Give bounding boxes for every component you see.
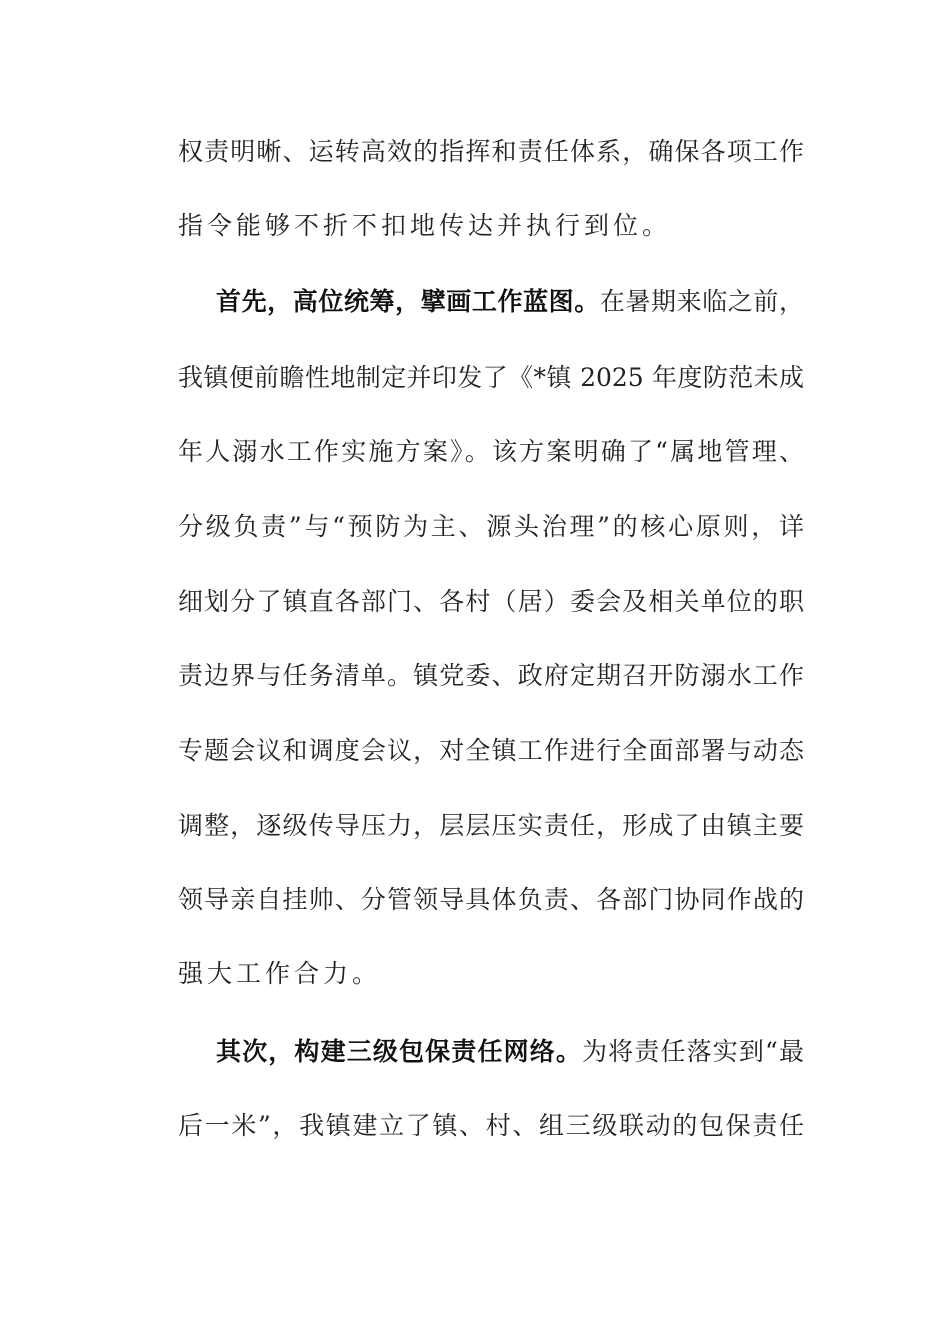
paragraph-3-line-1 bbox=[216, 1032, 804, 1072]
paragraph-3-line-2: 后一米”，我镇建立了镇、村、组三级联动的包保责任 bbox=[178, 1111, 804, 1140]
paragraph-2-line-8: 调整，逐级传导压力，层层压实责任，形成了由镇主要 bbox=[178, 811, 804, 840]
paragraph-2-line-4: 分级负责”与“预防为主、源头治理”的核心原则，详 bbox=[178, 512, 804, 541]
paragraph-2-line-7: 专题会议和调度会议，对全镇工作进行全面部署与动态 bbox=[178, 736, 804, 765]
paragraph-3-line-1-rest: 为将责任落实到“最 bbox=[582, 1037, 804, 1066]
paragraph-2-line-3: 年人溺水工作实施方案》。该方案明确了“属地管理、 bbox=[178, 437, 804, 466]
paragraph-2-line-2: 我镇便前瞻性地制定并印发了《*镇 2025 年度防范未成 bbox=[178, 363, 804, 392]
paragraph-2-line-1-rest: 在暑期来临之前， bbox=[599, 287, 804, 316]
paragraph-2-line-6: 责边界与任务清单。镇党委、政府定期召开防溺水工作 bbox=[178, 661, 804, 690]
paragraph-2-line-1 bbox=[216, 282, 804, 322]
paragraph-2-heading: 首先，高位统筹，擘画工作蓝图。 bbox=[216, 287, 600, 316]
paragraph-2-line-5: 细划分了镇直各部门、各村（居）委会及相关单位的职 bbox=[178, 587, 804, 616]
paragraph-1-line-2: 指令能够不折不扣地传达并执行到位。 bbox=[178, 211, 672, 240]
paragraph-2-line-9: 领导亲自挂帅、分管领导具体负责、各部门协同作战的 bbox=[178, 885, 804, 914]
paragraph-1-line-1: 权责明晰、运转高效的指挥和责任体系，确保各项工作 bbox=[178, 137, 804, 166]
paragraph-2-line-10: 强大工作合力。 bbox=[178, 959, 382, 988]
paragraph-3-heading: 其次，构建三级包保责任网络。 bbox=[216, 1037, 583, 1066]
